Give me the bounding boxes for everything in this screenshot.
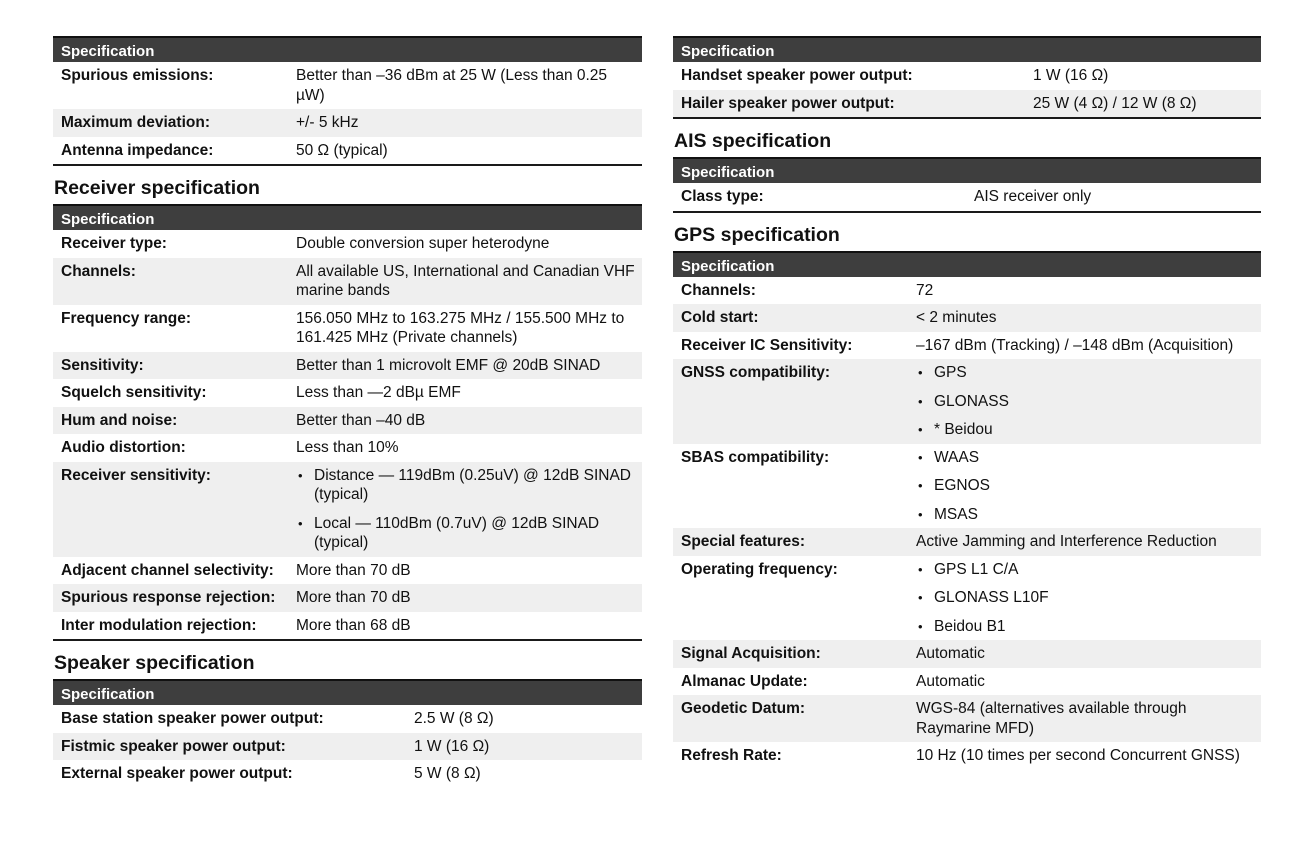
spec-value-list [916,560,1255,637]
spec-value: Active Jamming and Interference Reduction [916,533,1217,550]
spec-value: Better than 1 microvolt EMF @ 20dB SINAD [296,356,601,374]
spec-row [673,62,1261,90]
spec-label: Frequency range: [61,309,192,327]
spec-value [916,560,1261,637]
spec-value [296,466,642,553]
table-header: Specification [53,679,642,705]
gps-spec-heading: GPS specification [674,223,840,246]
spec-value: +/- 5 kHz [296,114,359,131]
spec-label: Audio distortion: [61,439,186,456]
spec-row [673,668,1261,696]
spec-value: 2.5 W (8 Ω) [414,710,494,727]
spec-label: Geodetic Datum: [681,700,806,717]
spec-bullet-item: • GLONASS L10F [916,588,1255,608]
spec-label: Signal Acquisition: [681,645,821,662]
spec-row [673,640,1261,668]
spec-label: Cold start: [681,309,759,326]
spec-value: < 2 minutes [916,309,997,326]
spec-label: Fistmic speaker power output: [61,737,286,755]
transmitter-spec-table [53,36,642,166]
table-header: Specification [673,157,1261,183]
speaker-spec-heading: Speaker specification [54,652,255,674]
spec-bullet-item: • Distance — 119dBm (0.25uV) @ 12dB SINAD (typical) [296,466,636,505]
spec-label: Antenna impedance: [61,141,214,159]
spec-label: Spurious response rejection: [61,589,276,606]
spec-value: More than 70 dB [296,589,411,606]
spec-value: Less than 10% [296,439,399,456]
spec-row [673,359,1261,444]
speaker-spec-continued-table [673,36,1261,119]
table-header: Specification [673,36,1261,62]
ais-spec-table [673,157,1261,213]
spec-value: 1 W (16 Ω) [1033,67,1109,84]
spec-label: Almanac Update: [681,672,808,690]
spec-row [53,407,642,435]
spec-row [53,557,642,585]
spec-row [53,305,642,352]
spec-label: Base station speaker power output: [61,710,324,727]
spec-value: More than 70 dB [296,561,411,579]
spec-value [916,448,1261,525]
receiver-spec-table [53,204,642,641]
spec-label: Receiver IC Sensitivity: [681,336,853,354]
spec-row [53,705,642,733]
spec-value-list [916,363,1255,440]
spec-row [53,230,642,258]
left-column [53,36,642,788]
spec-label: Spurious emissions: [61,67,214,84]
spec-bullet-item: • EGNOS [916,476,1255,496]
spec-bullet-item: • Local — 110dBm (0.7uV) @ 12dB SINAD (typical) [296,514,636,553]
spec-row [53,137,642,165]
spec-value: 72 [916,281,934,299]
spec-label: Sensitivity: [61,356,144,374]
spec-bullet-item: • GLONASS [916,392,1255,412]
spec-row [53,612,642,640]
spec-row [53,434,642,462]
spec-value [916,363,1261,440]
spec-label: Inter modulation rejection: [61,616,257,634]
spec-value: –167 dBm (Tracking) / –148 dBm (Acquisition) [916,336,1234,354]
table-header: Specification [53,204,642,230]
table-header: Specification [673,251,1261,277]
spec-value: AIS receiver only [974,188,1092,205]
table-header: Specification [53,36,642,62]
spec-value: Automatic [916,645,985,662]
spec-row [673,304,1261,332]
right-column [673,36,1261,770]
spec-label: Class type: [681,188,764,205]
spec-label: Squelch sensitivity: [61,384,207,401]
spec-label: Receiver type: [61,235,167,252]
spec-row [673,183,1261,211]
spec-label: Refresh Rate: [681,747,782,764]
spec-label: Hailer speaker power output: [681,94,895,112]
spec-value: Better than –40 dB [296,411,426,429]
spec-value: 10 Hz (10 times per second Concurrent GNSS) [916,747,1240,764]
spec-bullet-item: • MSAS [916,505,1255,525]
spec-row [53,733,642,761]
spec-label: Receiver sensitivity: [61,466,211,484]
spec-row [673,695,1261,742]
spec-value: More than 68 dB [296,616,411,634]
spec-row [673,444,1261,529]
receiver-spec-heading: Receiver specification [54,177,260,199]
spec-label: SBAS compatibility: [681,448,830,466]
spec-row [673,277,1261,305]
spec-bullet-item: • * Beidou [916,420,1255,440]
spec-label: Channels: [61,262,136,280]
speaker-spec-table [53,679,642,788]
spec-row [53,462,642,557]
spec-row [53,352,642,380]
spec-bullet-item: • GPS [916,363,1255,383]
spec-label: Operating frequency: [681,560,838,578]
spec-row [673,528,1261,556]
spec-value: WGS-84 (alternatives available through Raymarine MFD) [916,700,1187,737]
spec-label: External speaker power output: [61,765,293,782]
spec-label: GNSS compatibility: [681,364,830,381]
spec-row [53,62,642,109]
spec-value: Double conversion super heterodyne [296,235,550,252]
spec-value: Less than —2 dBµ EMF [296,384,461,401]
spec-value: 156.050 MHz to 163.275 MHz / 155.500 MHz to 161.425 MHz (Private channels) [296,309,625,346]
spec-value: 5 W (8 Ω) [414,765,481,782]
spec-label: Maximum deviation: [61,114,210,131]
spec-row [53,379,642,407]
spec-bullet-item: • Beidou B1 [916,617,1255,637]
spec-value: 50 Ω (typical) [296,141,388,159]
spec-row [673,90,1261,118]
spec-row [53,760,642,788]
spec-label: Hum and noise: [61,411,178,429]
spec-value: 25 W (4 Ω) / 12 W (8 Ω) [1033,94,1197,112]
spec-bullet-item: • WAAS [916,448,1255,468]
spec-label: Adjacent channel selectivity: [61,561,274,579]
spec-row [53,584,642,612]
spec-row [53,258,642,305]
spec-bullet-item: • GPS L1 C/A [916,560,1255,580]
spec-row [673,742,1261,770]
spec-value: Automatic [916,672,985,690]
spec-row [673,556,1261,641]
spec-label: Channels: [681,281,756,299]
ais-spec-heading: AIS specification [674,130,832,152]
spec-value: Better than –36 dBm at 25 W (Less than 0.25 µW) [296,67,608,104]
spec-row [53,109,642,137]
spec-row [673,332,1261,360]
spec-value: All available US, International and Canadian VHF marine bands [296,262,635,299]
spec-value: 1 W (16 Ω) [414,737,490,755]
spec-value-list [916,448,1255,525]
spec-label: Special features: [681,533,806,550]
gps-spec-table [673,251,1261,770]
spec-value-list [296,466,636,553]
spec-label: Handset speaker power output: [681,67,913,84]
